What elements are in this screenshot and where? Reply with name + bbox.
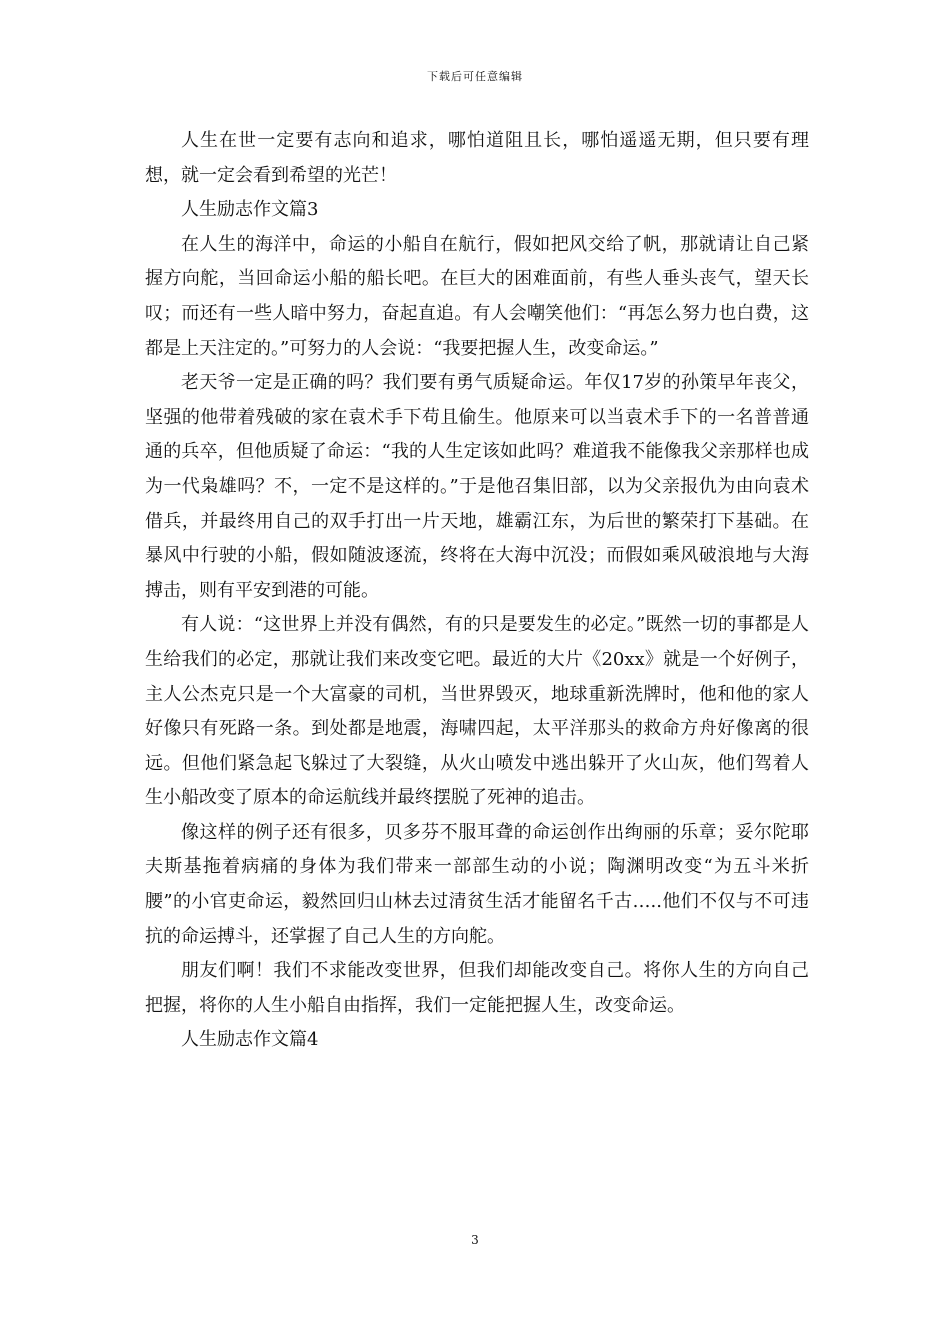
- section-heading: 人生励志作文篇3: [181, 199, 319, 221]
- paragraph: 人生在世一定要有志向和追求，哪怕道阻且长，哪怕遥遥无期，但只要有理想，就一定会看到希望的光芒！: [145, 130, 809, 186]
- document-body: [145, 124, 809, 1058]
- paragraph: 有人说：“这世界上并没有偶然，有的只是要发生的必定。”既然一切的事都是人生给我们的必定，那就让我们来改变它吧。最近的大片《20xx》就是一个好例子，主人公杰克只是一个大富豪的司机，当世界毁灭，地球重新洗牌时，他和他的家人好像只有死路一条。到处都是地震，海啸四起，太平洋那头的救命方舟好像离的很远。但他们紧急起飞躲过了大裂缝，从火山喷发中逃出躲开了火山灰，他们驾着人生小船改变了原本的命运航线并最终摆脱了死神的追击。: [145, 614, 809, 809]
- paragraph: 像这样的例子还有很多，贝多芬不服耳聋的命运创作出绚丽的乐章；妥尔陀耶夫斯基拖着病痛的身体为我们带来一部部生动的小说；陶渊明改变“为五斗米折腰”的小官吏命运，毅然回归山林去过清贫生活才能留名千古…..他们不仅与不可违抗的命运搏斗，还掌握了自己人生的方向舵。: [145, 821, 809, 947]
- paragraph: 朋友们啊！我们不求能改变世界，但我们却能改变自己。将你人生的方向自己把握，将你的人生小船自由指挥，我们一定能把握人生，改变命运。: [145, 960, 809, 1016]
- section-heading: 人生励志作文篇4: [181, 1029, 319, 1051]
- paragraph: 在人生的海洋中，命运的小船自在航行，假如把风交给了帆，那就请让自己紧握方向舵，当回命运小船的船长吧。在巨大的困难面前，有些人垂头丧气，望天长叹；而还有一些人暗中努力，奋起直追。有人会嘲笑他们：“再怎么努力也白费，这都是上天注定的。”可努力的人会说：“我要把握人生，改变命运。”: [145, 233, 809, 359]
- page-header: 下载后可任意编辑: [427, 70, 523, 83]
- page-number: 3: [471, 1233, 479, 1247]
- paragraph: 老天爷一定是正确的吗？我们要有勇气质疑命运。年仅17岁的孙策早年丧父，坚强的他带着残破的家在袁术手下苟且偷生。他原来可以当袁术手下的一名普普通通的兵卒，但他质疑了命运：“我的人生定该如此吗？难道我不能像我父亲那样也成为一代枭雄吗？不，一定不是这样的。”于是他召集旧部，以为父亲报仇为由向袁术借兵，并最终用自己的双手打出一片天地，雄霸江东，为后世的繁荣打下基础。在暴风中行驶的小船，假如随波逐流，终将在大海中沉没；而假如乘风破浪地与大海搏击，则有平安到港的可能。: [145, 372, 809, 601]
